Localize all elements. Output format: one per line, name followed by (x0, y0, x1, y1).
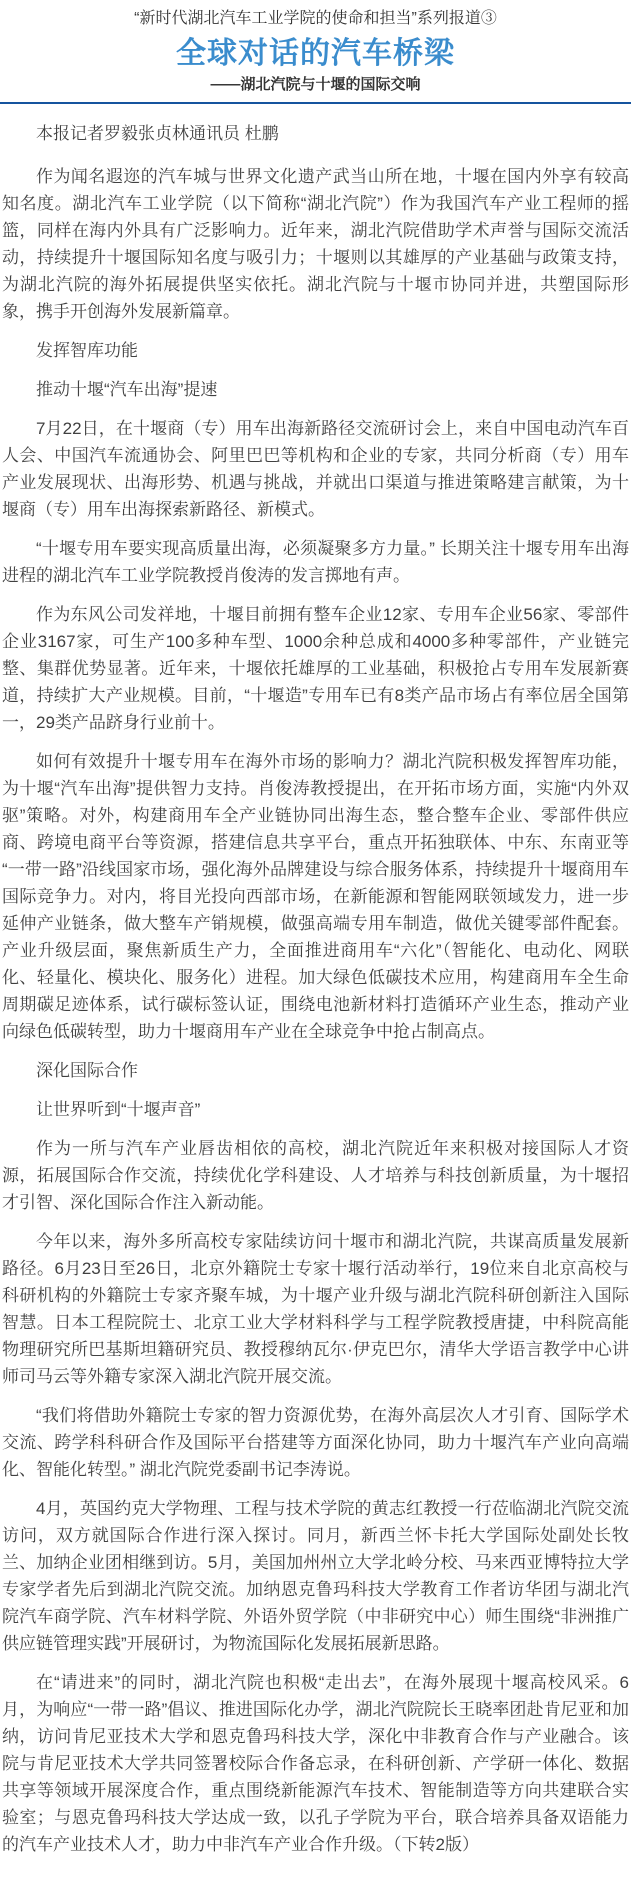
article-paragraph: 在“请进来”的同时，湖北汽院也积极“走出去”，在海外展现十堰高校风采。6月，为响应“一带一路”倡议、推进国际化办学，湖北汽院院长王晓率团赴肯尼亚和加纳，访问肯尼亚技术大学和恩克鲁玛科技大学，深化中非教育合作与产业融合。该院与肯尼亚技术大学共同签署校际合作备忘录，在科研创新、产学研一体化、数据共享等领域开展深度合作，重点围绕新能源汽车技术、智能制造等方向共建联合实验室；与恩克鲁玛科技大学达成一致，以孔子学院为平台，联合培养具备双语能力的汽车产业技术人才，助力中非汽车产业合作升级。（下转2版） (2, 1673, 629, 1854)
article-title: 全球对话的汽车桥梁 (176, 37, 455, 70)
article-paragraph: 7月22日，在十堰商（专）用车出海新路径交流研讨会上，来自中国电动汽车百人会、中国汽车流通协会、阿里巴巴等机构和企业的专家，共同分析商（专）用车产业发展现状、出海形势、机遇与挑战，并就出口渠道与推进策略建言献策，为十堰商（专）用车出海探索新路径、新模式。 (2, 419, 629, 519)
article-paragraph: 作为一所与汽车产业唇齿相依的高校，湖北汽院近年来积极对接国际人才资源，拓展国际合作交流，持续优化学科建设、人才培养与科技创新质量，为十堰招才引智、深化国际合作注入新动能。 (2, 1139, 629, 1212)
article-subheading: 让世界听到“十堰声音” (36, 1100, 201, 1119)
article-subheading: 发挥智库功能 (36, 341, 138, 360)
article-body (0, 104, 631, 1894)
article-byline: 本报记者罗毅张贞林通讯员 杜鹏 (36, 124, 279, 143)
article-header (0, 0, 631, 104)
article-paragraph: “我们将借助外籍院士专家的智力资源优势，在海外高层次人才引育、国际学术交流、跨学科科研合作及国际平台搭建等方面深化协同，助力十堰汽车产业向高端化、智能化转型。” 湖北汽院党委副书记李涛说。 (2, 1406, 629, 1479)
article-paragraphs-container (2, 163, 629, 1858)
article-subheading: 推动十堰“汽车出海”提速 (36, 380, 218, 399)
article-subtitle: ——湖北汽院与十堰的国际交响 (210, 76, 421, 93)
article-paragraph: 4月，英国约克大学物理、工程与技术学院的黄志红教授一行莅临湖北汽院交流访问，双方就国际合作进行深入探讨。同月，新西兰怀卡托大学国际处副处长牧兰、加纳企业团相继到访。5月，美国加州州立大学北岭分校、马来西亚博特拉大学专家学者先后到湖北汽院交流。加纳恩克鲁玛科技大学教育工作者访华团与湖北汽院汽车商学院、汽车材料学院、外语外贸学院（中非研究中心）师生围绕“非洲推广供应链管理实践”开展研讨，为物流国际化发展拓展新思路。 (2, 1499, 629, 1653)
article-subheading: 深化国际合作 (36, 1061, 138, 1080)
article-paragraph: 今年以来，海外多所高校专家陆续访问十堰市和湖北汽院，共谋高质量发展新路径。6月23日至26日，北京外籍院士专家十堰行活动举行，19位来自北京高校与科研机构的外籍院士专家齐聚车城，为十堰产业升级与湖北汽院科研创新注入国际智慧。日本工程院院士、北京工业大学材料科学与工程学院教授唐捷，中科院高能物理研究所巴基斯坦籍研究员、教授穆纳瓦尔·伊克巴尔，清华大学语言教学中心讲师司马云等外籍专家深入湖北汽院开展交流。 (2, 1232, 629, 1386)
article-paragraph: 如何有效提升十堰专用车在海外市场的影响力？湖北汽院积极发挥智库功能，为十堰“汽车出海”提供智力支持。肖俊涛教授提出，在开拓市场方面，实施“内外双驱”策略。对外，构建商用车全产业链协同出海生态，整合整车企业、零部件供应商、跨境电商平台等资源，搭建信息共享平台，重点开拓独联体、中东、东南亚等“一带一路”沿线国家市场，强化海外品牌建设与综合服务体系，持续提升十堰商用车国际竞争力。对内，将目光投向西部市场，在新能源和智能网联领域发力，进一步延伸产业链条，做大整车产销规模，做强高端专用车制造，做优关键零部件配套。产业升级层面，聚焦新质生产力，全面推进商用车“六化”（智能化、电动化、网联化、轻量化、模块化、服务化）进程。加大绿色低碳技术应用，构建商用车全生命周期碳足迹体系，试行碳标签认证，围绕电池新材料打造循环产业生态，推动产业向绿色低碳转型，助力十堰商用车产业在全球竞争中抢占制高点。 (2, 752, 629, 1041)
article-paragraph: 作为东风公司发祥地，十堰目前拥有整车企业12家、专用车企业56家、零部件企业3167家，可生产100多种车型、1000余种总成和4000多种零部件，产业链完整、集群优势显著。近年来，十堰依托雄厚的工业基础，积极抢占专用车发展新赛道，持续扩大产业规模。目前，“十堰造”专用车已有8类产品市场占有率位居全国第一，29类产品跻身行业前十。 (2, 605, 629, 732)
series-report-line: “新时代湖北汽车工业学院的使命和担当”系列报道③ (134, 10, 497, 27)
article-paragraph: “十堰专用车要实现高质量出海，必须凝聚多方力量。” 长期关注十堰专用车出海进程的湖北汽车工业学院教授肖俊涛的发言掷地有声。 (2, 539, 629, 585)
article-paragraph: 作为闻名遐迩的汽车城与世界文化遗产武当山所在地，十堰在国内外享有较高知名度。湖北汽车工业学院（以下简称“湖北汽院”）作为我国汽车产业工程师的摇篮，同样在海内外具有广泛影响力。近年来，湖北汽院借助学术声誉与国际交流活动，持续提升十堰国际知名度与吸引力；十堰则以其雄厚的产业基础与政策支持，为湖北汽院的海外拓展提供坚实依托。湖北汽院与十堰市协同并进，共塑国际形象，携手开创海外发展新篇章。 (2, 167, 629, 321)
